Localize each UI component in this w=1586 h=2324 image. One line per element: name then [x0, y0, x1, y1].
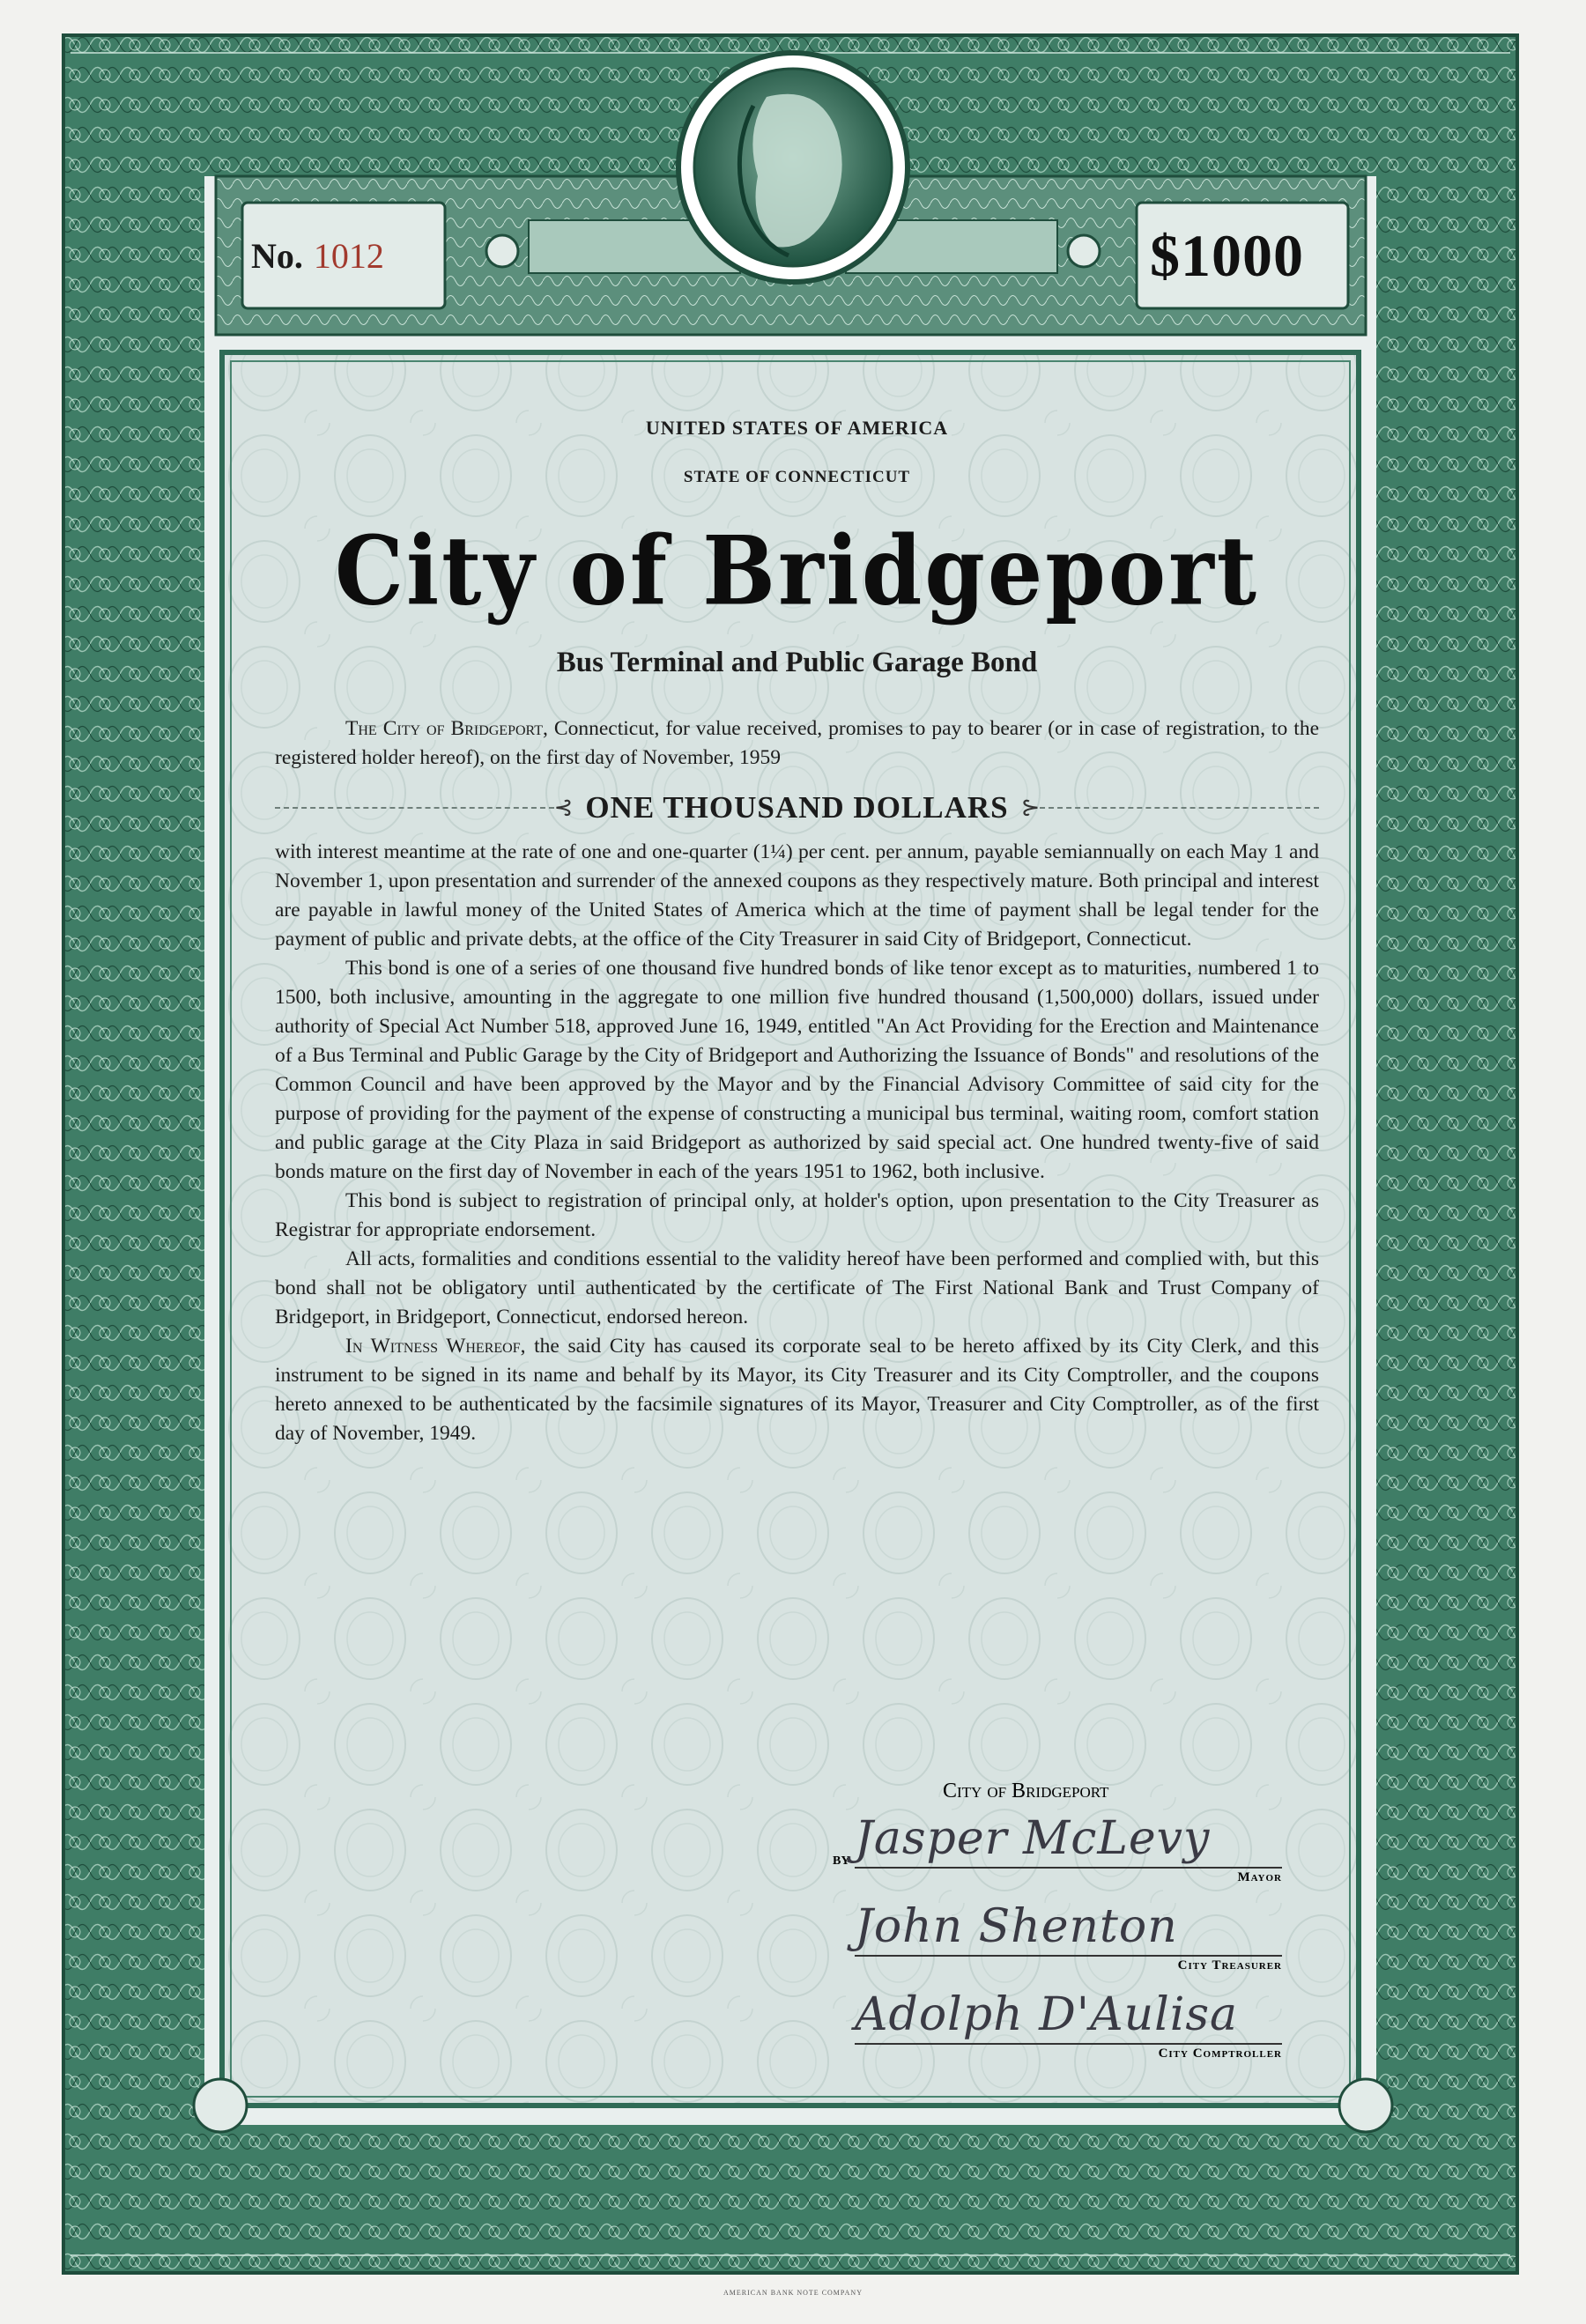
bond-title: Bus Terminal and Public Garage Bond — [556, 647, 1038, 678]
paragraph-promise — [275, 714, 1319, 773]
serial-value: 1012 — [313, 235, 384, 276]
serial-label: No. — [251, 235, 303, 276]
amount-words: ONE THOUSAND DOLLARS — [585, 790, 1009, 825]
paragraph-series: This bond is one of a series of one thousand five hundred bonds of like tenor except as to maturities, numbered 1 to 1500, both inclusive, amounting in the aggregate to one million five hundred thousand (1,500,000) dollars, issued under authority of Special Act Number 518, approved June 16, 1949, entitled "An Act Providing for the Erection and Maintenance of a Bus Terminal and Public Garage by the City of Bridgeport and Authorizing the Issuance of Bonds" and resolutions of the Common Council and have been approved by the Mayor and by the Financial Advisory Committee of said city for the purpose of providing for the payment of the expense of constructing a municipal bus terminal, waiting room, comfort station and public garage at the City Plaza in said Bridgeport as authorized by said special act. One hundred twenty-five of said bonds mature on the first day of November in each of the years 1951 to 1962, both inclusive. — [275, 957, 1319, 1183]
paragraph-validity: All acts, formalities and conditions essential to the validity hereof have been performed and complied with, but this bond shall not be obligatory until authenticated by the certificate of The First National Bank and Trust Company of Bridgeport, in Bridgeport, Connecticut, endorsed hereon. — [275, 1247, 1319, 1329]
signature-mayor — [833, 1803, 1304, 1891]
city-name-smallcaps: The City of Bridgeport — [345, 717, 544, 740]
treasurer-signature: John Shenton — [855, 1900, 1178, 1953]
amount-dash-right — [1040, 807, 1319, 809]
signature-rule — [855, 1955, 1282, 1957]
arrow-left-icon: ⊰ — [553, 795, 574, 820]
bond-body — [275, 401, 1319, 1448]
signature-comptroller — [846, 1980, 1304, 2068]
signature-by: BY — [833, 1854, 850, 1868]
signature-treasurer — [846, 1891, 1304, 1980]
state-heading: STATE OF CONNECTICUT — [683, 468, 911, 486]
paragraph-promise-text: , Connecticut, for value received, promises to pay to bearer (or in case of registration, to the registered holder hereof), on the first day of November, 1959 — [275, 717, 1319, 769]
treasurer-title: City Treasurer — [1177, 1958, 1282, 1972]
mayor-signature: Jasper McLevy — [855, 1812, 1211, 1865]
signature-rule — [855, 1867, 1282, 1869]
signature-block — [833, 1780, 1304, 2068]
comptroller-signature: Adolph D'Aulisa — [855, 1988, 1239, 2041]
signature-city: City of Bridgeport — [943, 1780, 1109, 1802]
denomination: $1000 — [1150, 221, 1304, 289]
mayor-title: Mayor — [1237, 1870, 1282, 1884]
arrow-right-icon: ⊱ — [1020, 795, 1041, 820]
amount-row — [275, 790, 1319, 825]
paragraph-witness — [275, 1332, 1319, 1448]
paragraph-interest: with interest meantime at the rate of one and one-quarter (1¼) per cent. per annum, payable semiannually on each May 1 and November 1, upon presentation and surrender of the annexed coupons as they respectively mature. Both principal and interest are payable in lawful money of the United States of America which at the time of payment shall be legal tender for the payment of public and private debts, at the office of the City Treasurer in said City of Bridgeport, Connecticut. — [275, 840, 1319, 951]
paragraph-registration: This bond is subject to registration of principal only, at holder's option, upon presentation to the City Treasurer as Registrar for appropriate endorsement. — [275, 1189, 1319, 1241]
amount-dash-left — [275, 807, 554, 809]
comptroller-title: City Comptroller — [1158, 2046, 1282, 2061]
signature-rule — [855, 2043, 1282, 2045]
city-title: City of Bridgeport — [334, 515, 1260, 627]
paragraph-witness-text: , the said City has caused its corporate seal to be hereto affixed by its City Clerk, and this instrument to be signed in its name and behalf by its Mayor, its City Treasurer and its City Comptroller, and the coupons hereto annexed to be authenticated by the facsimile signatures of its Mayor, Treasurer and City Comptroller, as of the first day of November, 1949. — [275, 1335, 1319, 1445]
serial-number — [251, 211, 384, 300]
witness-smallcaps: In Witness Whereof — [345, 1335, 521, 1358]
country-heading: UNITED STATES OF AMERICA — [645, 417, 949, 439]
printer-imprint: AMERICAN BANK NOTE COMPANY — [723, 2289, 863, 2297]
